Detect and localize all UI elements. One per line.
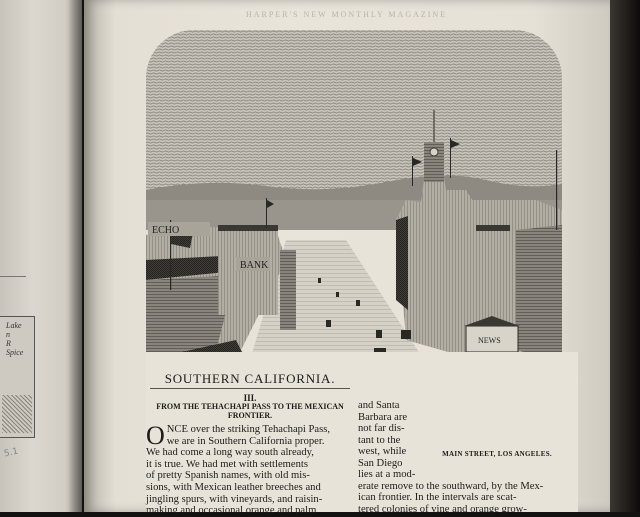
bank-sign: BANK — [240, 260, 269, 271]
left-fragment-text: Lake n R Spice — [6, 321, 24, 357]
title-rule — [150, 388, 350, 389]
text-line: it is true. We had met with settlements — [146, 458, 308, 470]
left-fragment-engraving — [2, 395, 32, 433]
text-line: NCE over the striking Tehachapi Pass, — [166, 424, 331, 435]
article-title: SOUTHERN CALIFORNIA. — [164, 371, 336, 386]
text-line: we are in Southern California proper. — [166, 435, 325, 447]
text-line: of pretty Spanish names, with old mis- — [146, 470, 310, 482]
column-two-continued — [358, 469, 572, 515]
text-line: tant to the — [358, 434, 401, 446]
left-page — [0, 0, 82, 512]
running-head: HARPER'S NEW MONTHLY MAGAZINE — [246, 10, 448, 19]
text-line: making and occasional orange and palm — [146, 505, 317, 517]
text-line: and Santa — [358, 400, 400, 411]
subtitle-line: FROM THE TEHACHAPI PASS TO THE MEXICAN — [156, 402, 344, 411]
text-line: tered colonies of vine and orange grow- — [358, 503, 527, 515]
column-one — [146, 421, 352, 517]
left-page-illustration-fragment — [0, 316, 35, 438]
drop-cap: O — [146, 421, 165, 450]
page-fold-shadow — [68, 0, 82, 512]
text-line: San Diego — [358, 457, 403, 469]
text-line: west, while — [358, 446, 407, 458]
part-subtitle — [150, 402, 350, 420]
text-line: jingling spurs, with vineyards, and raisin- — [146, 493, 323, 505]
text-line: Barbara are — [358, 411, 408, 423]
text-line: lies at a mod- — [358, 469, 416, 480]
text-line: We had come a long way south already, — [146, 447, 314, 459]
text-line: erate remove to the southward, by the Mex- — [358, 480, 544, 492]
left-page-rule — [0, 276, 26, 277]
engraving-caption: MAIN STREET, LOS ANGELES. — [442, 450, 552, 458]
text-line: ican frontier. In the intervals are scat- — [358, 492, 517, 504]
text-line: not far dis- — [358, 423, 405, 435]
pencil-mark: 5.1 — [3, 446, 20, 460]
book-edge — [610, 0, 640, 512]
column-two — [358, 400, 432, 470]
subtitle-line: FRONTIER. — [227, 411, 273, 420]
text-line: sions, with Mexican leather breeches and — [146, 481, 321, 493]
part-number: III. — [243, 393, 257, 403]
echo-sign: ECHO — [152, 225, 180, 236]
news-sign: NEWS — [478, 336, 501, 345]
